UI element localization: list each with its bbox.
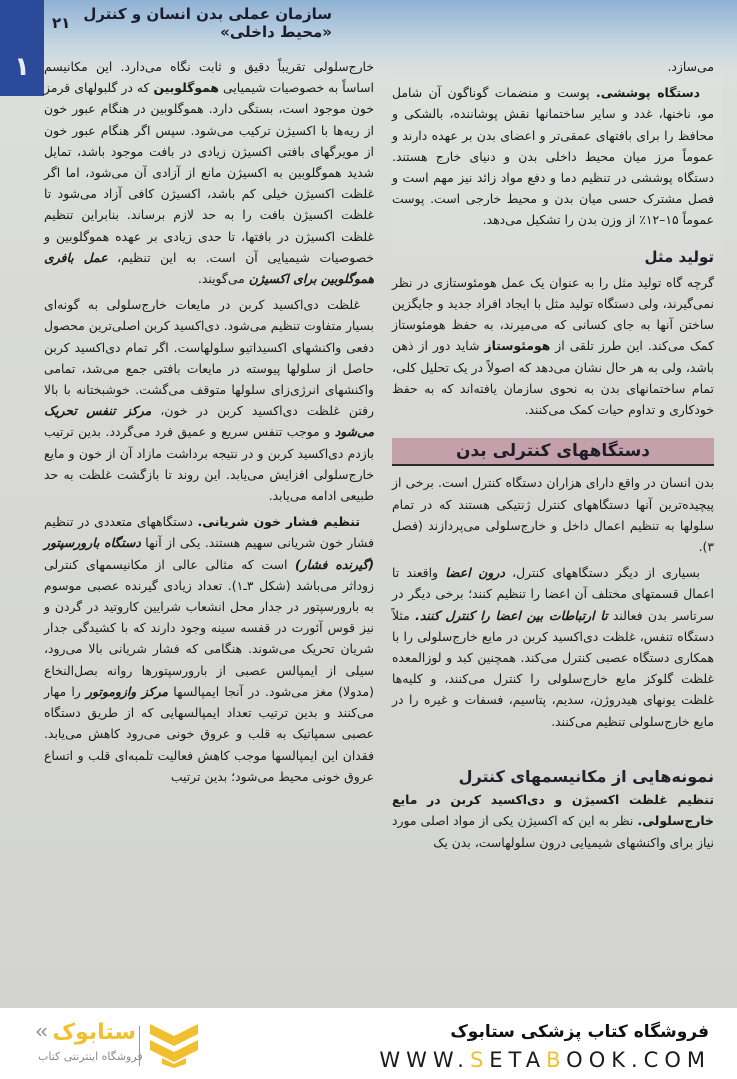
term-blood-pressure: تنظیم فشار خون شریانی. [197, 514, 360, 530]
paragraph-text: است که مثالی عالی از مکانیسمهای کنترلی زودا‌ثر می‌باشد (شکل ۳ـ۱). تعداد زیادی گیرنده عصبی موسوم به بارورسپتور در جدار محل انشعاب شرایین کاروتید در گردن و نیز قوس آئورت در قفسه سینه وجود دارند که با کشیدگی جدار شریان تحریک می‌شوند. هنگامی که فشار شریانی بالا می‌رود، سیلی از ایمپالس عصبی از بارورسپتورها روانه بصل‌النخاع (مدولا) مغز می‌شود. در آنجا ایمپالسها [44, 556, 375, 699]
paragraph-integumentary [392, 82, 714, 230]
double-chevron-icon [36, 1021, 49, 1043]
url-part: WWW. [379, 1048, 470, 1072]
paragraph-text: دستگاههای متعددی در تنظیم فشار خون شریانی سهیم هستند. یکی از آنها [44, 514, 374, 551]
term-homeostasis: هومئوستاز [484, 338, 551, 354]
paragraph-text: و موجب تنفس سریع و عمیق فرد می‌گردد. بدین ترتیب بازدم دی‌اکسید کربن و در نتیجه برداشت مازاد آن از خون و مایع خارج‌سلولی افزایش می‌یابد. این روند تا بازگشت غلظت به حد طبیعی ادامه می‌یابد. [44, 424, 374, 504]
paragraph-text: می‌گویند. [197, 271, 249, 287]
running-header [44, 5, 737, 41]
url-accent-letter: S [469, 1048, 490, 1072]
paragraph-text: شاید دور از ذهن باشد، ولی به هر حال نشان می‌دهد که اصولاً در یک تحلیل کلی، تمام ساختمانهای بدن به نحوی سازمان یافته‌اند که به حفظ خودکاری و تداوم حیات کمک می‌کنند. [392, 338, 714, 418]
url-part: ETA [489, 1048, 547, 1072]
paragraph-control-organs [392, 562, 714, 732]
footer-banner [0, 1008, 737, 1079]
term-between-organs: تا ارتباطات بین اعضا را کنترل کنند. [415, 607, 608, 623]
term-within-organs: درون اعضا [445, 565, 505, 581]
right-column [392, 56, 714, 858]
term-integumentary: دستگاه پوششی. [596, 85, 700, 101]
page-number: ۲۱ [52, 14, 71, 32]
logo-subtitle: فروشگاه اینترنتی کتاب [38, 1050, 143, 1063]
paragraph-text: نظر به این که اکسیژن یکی از مواد اصلی مورد نیاز برای واکنشهای شیمیایی درون سلولهاست، بدن یک [392, 813, 714, 850]
paragraph-blood-pressure [44, 511, 374, 787]
running-title: سازمان عملی بدن انسان و کنترل «محیط داخلی» [83, 5, 332, 41]
paragraph-text: مثلاً دستگاه تنفس، غلظت دی‌اکسید کربن در مایع خارج‌سلولی را با همکاری دستگاه عصبی کنترل می‌کند. همچنین کبد و لوزالمعده غلظت گلوکز مایع خارج‌سلولی را کنترل می‌کنند، و کلیه‌ها غلظت یونهای هیدروژن، سدیم، پتاسیم، فسفات و غیره را در مایع خارج‌سلولی تنظیم می‌کنند. [392, 607, 714, 729]
paragraph-continuation: می‌سازد. [667, 59, 714, 74]
term-oxygen-co2-regulation: تنظیم غلظت اکسیژن و دی‌اکسید کربن در مایع خارج‌سلولی. [392, 792, 714, 829]
term-baroreceptor: دستگاه بارورسپتور (گیرنده فشار) [44, 535, 374, 572]
paragraph-oxygen-regulation [392, 789, 714, 853]
paragraph-reproduction [392, 272, 714, 420]
chapter-tab [0, 0, 44, 96]
paragraph-co2 [44, 294, 374, 506]
paragraph-text: را مهار می‌کنند و بدین ترتیب تعداد ایمپالسهایی که از طریق دستگاه عصبی سمپاتیک به قلب و عروق خونی می‌رود کاهش می‌یابد. فقدان این ایمپالسها موجب کاهش فعالیت تلمبه‌ای قلب و اتساع عروق خونی محیط می‌شود؛ بدین ترتیب [44, 683, 374, 784]
paragraph-text: که در گلبولهای قرمز خون موجود است، بستگی دارد. هموگلوبین در هنگام عبور خون از ریه‌ها با اکسیژن ترکیب می‌شود. سپس اگر هنگام عبور خون از مویرگهای بافتی اکسیژن زیادی در بافت موجود باشد، تمایل شدید هموگلوبین به اکسیژن مانع از آزادی آن می‌شود، اما اگر غلظت اکسیژن خیلی کم باشد، اکسیژن کافی آزاد می‌شود تا غلظت اکسیژن بافت را به حد لازم برساند. بنابراین تنظیم غلظت اکسیژن در بافتها، تا حدی زیادی بر عهده هموگلوبین و خصوصیات شیمیایی آن است. به این تنظیم، [44, 80, 375, 265]
term-vasomotor-center: مرکز وازوموتور [85, 683, 169, 699]
chevron-stack-logo-icon [148, 1022, 200, 1068]
paragraph-text: بسیاری از دیگر دستگاههای کنترل، [504, 565, 701, 581]
url-accent-letter: B [546, 1048, 567, 1072]
paragraph-text: گرچه گاه تولید مثل را به عنوان یک عمل هومئوستازی در نظر نمی‌گیرند، ولی دستگاه تولید مثل با ایجاد افراد جدید و جایگزین ساختن آنها به جای کسانی که می‌میرند، به حفظ هومئوستاز کمک می‌کند. این طرز تلقی از [392, 274, 714, 354]
logo-wordmark [36, 1018, 136, 1046]
logo-text: ستابوک [52, 1019, 136, 1045]
paragraph-control-intro: بدن انسان در واقع دارای هزاران دستگاه کنترل است. برخی از پیچیده‌ترین آنها دستگاههای کنترل ژنتیکی هستند که در تمام سلولها به تنظیم اعمال داخل و خارج‌سلولی می‌پردازند (فصل ۳). [392, 475, 714, 555]
left-column [44, 56, 374, 792]
paragraph-hemoglobin [44, 56, 374, 289]
paragraph-text: غلظت دی‌اکسید کربن در مایعات خارج‌سلولی به گونه‌ای بسیار متفاوت تنظیم می‌شود. دی‌اکسید کربن اصلی‌ترین محصول دفعی واکنشهای اکسیداتیو سلولهاست. اگر تمام دی‌اکسید کربن حاصل از سلولها پیوسته در مایعات بافتی جمع می‌شد، تمامی واکنشهای انرژی‌زای سلولها متوقف می‌گشت. خوشبختانه با بالا رفتن غلظت دی‌اکسید کربن در خون، [44, 297, 374, 419]
store-url[interactable] [379, 1048, 711, 1072]
store-title: فروشگاه کتاب پزشکی ستابوک [450, 1022, 709, 1042]
paragraph-text: خارج‌سلولی تقریباً دقیق و ثابت نگاه می‌دارد. این مکانیسم اساساً به خصوصیات شیمیایی [44, 59, 374, 96]
term-hemoglobin: هموگلوبین [153, 80, 219, 96]
paragraph-text: واقعند تا اعمال قسمتهای مختلف آن اعضا را تنظیم کنند؛ برخی دیگر در سرتاسر بدن فعالند [392, 565, 714, 623]
url-part: OOK.COM [566, 1048, 711, 1072]
term-hemoglobin-buffer: عمل بافری هموگلوبین برای اکسیژن [44, 249, 374, 287]
heading-control-examples: نمونه‌هایی از مکانیسمهای کنترل [458, 766, 714, 786]
section-heading-control-systems: دستگاههای کنترلی بدن [392, 438, 714, 466]
chapter-number: ۱ [14, 52, 30, 82]
term-respiratory-center: مرکز تنفس تحریک می‌شود [44, 403, 374, 440]
paragraph-text: پوست و منضمات گوناگون آن شامل مو، ناخنها، غدد و سایر ساختمانها نقش پوشاننده، بالشکی و محافظ را برای بافتهای عمقی‌تر و اعضای بدن بر عهده دارند و عموماً مرز میان محیط داخلی بدن و دنیای خارج هستند. دستگاه پوششی در تنظیم دما و دفع مواد زائد نیز مهم است و فصل مشترک حسی میان بدن و محیط خارجی است. پوست عموماً ۱۵–۱۲٪ از وزن بدن را تشکیل می‌دهد. [392, 85, 714, 228]
heading-reproduction: تولید مثل [644, 247, 714, 266]
